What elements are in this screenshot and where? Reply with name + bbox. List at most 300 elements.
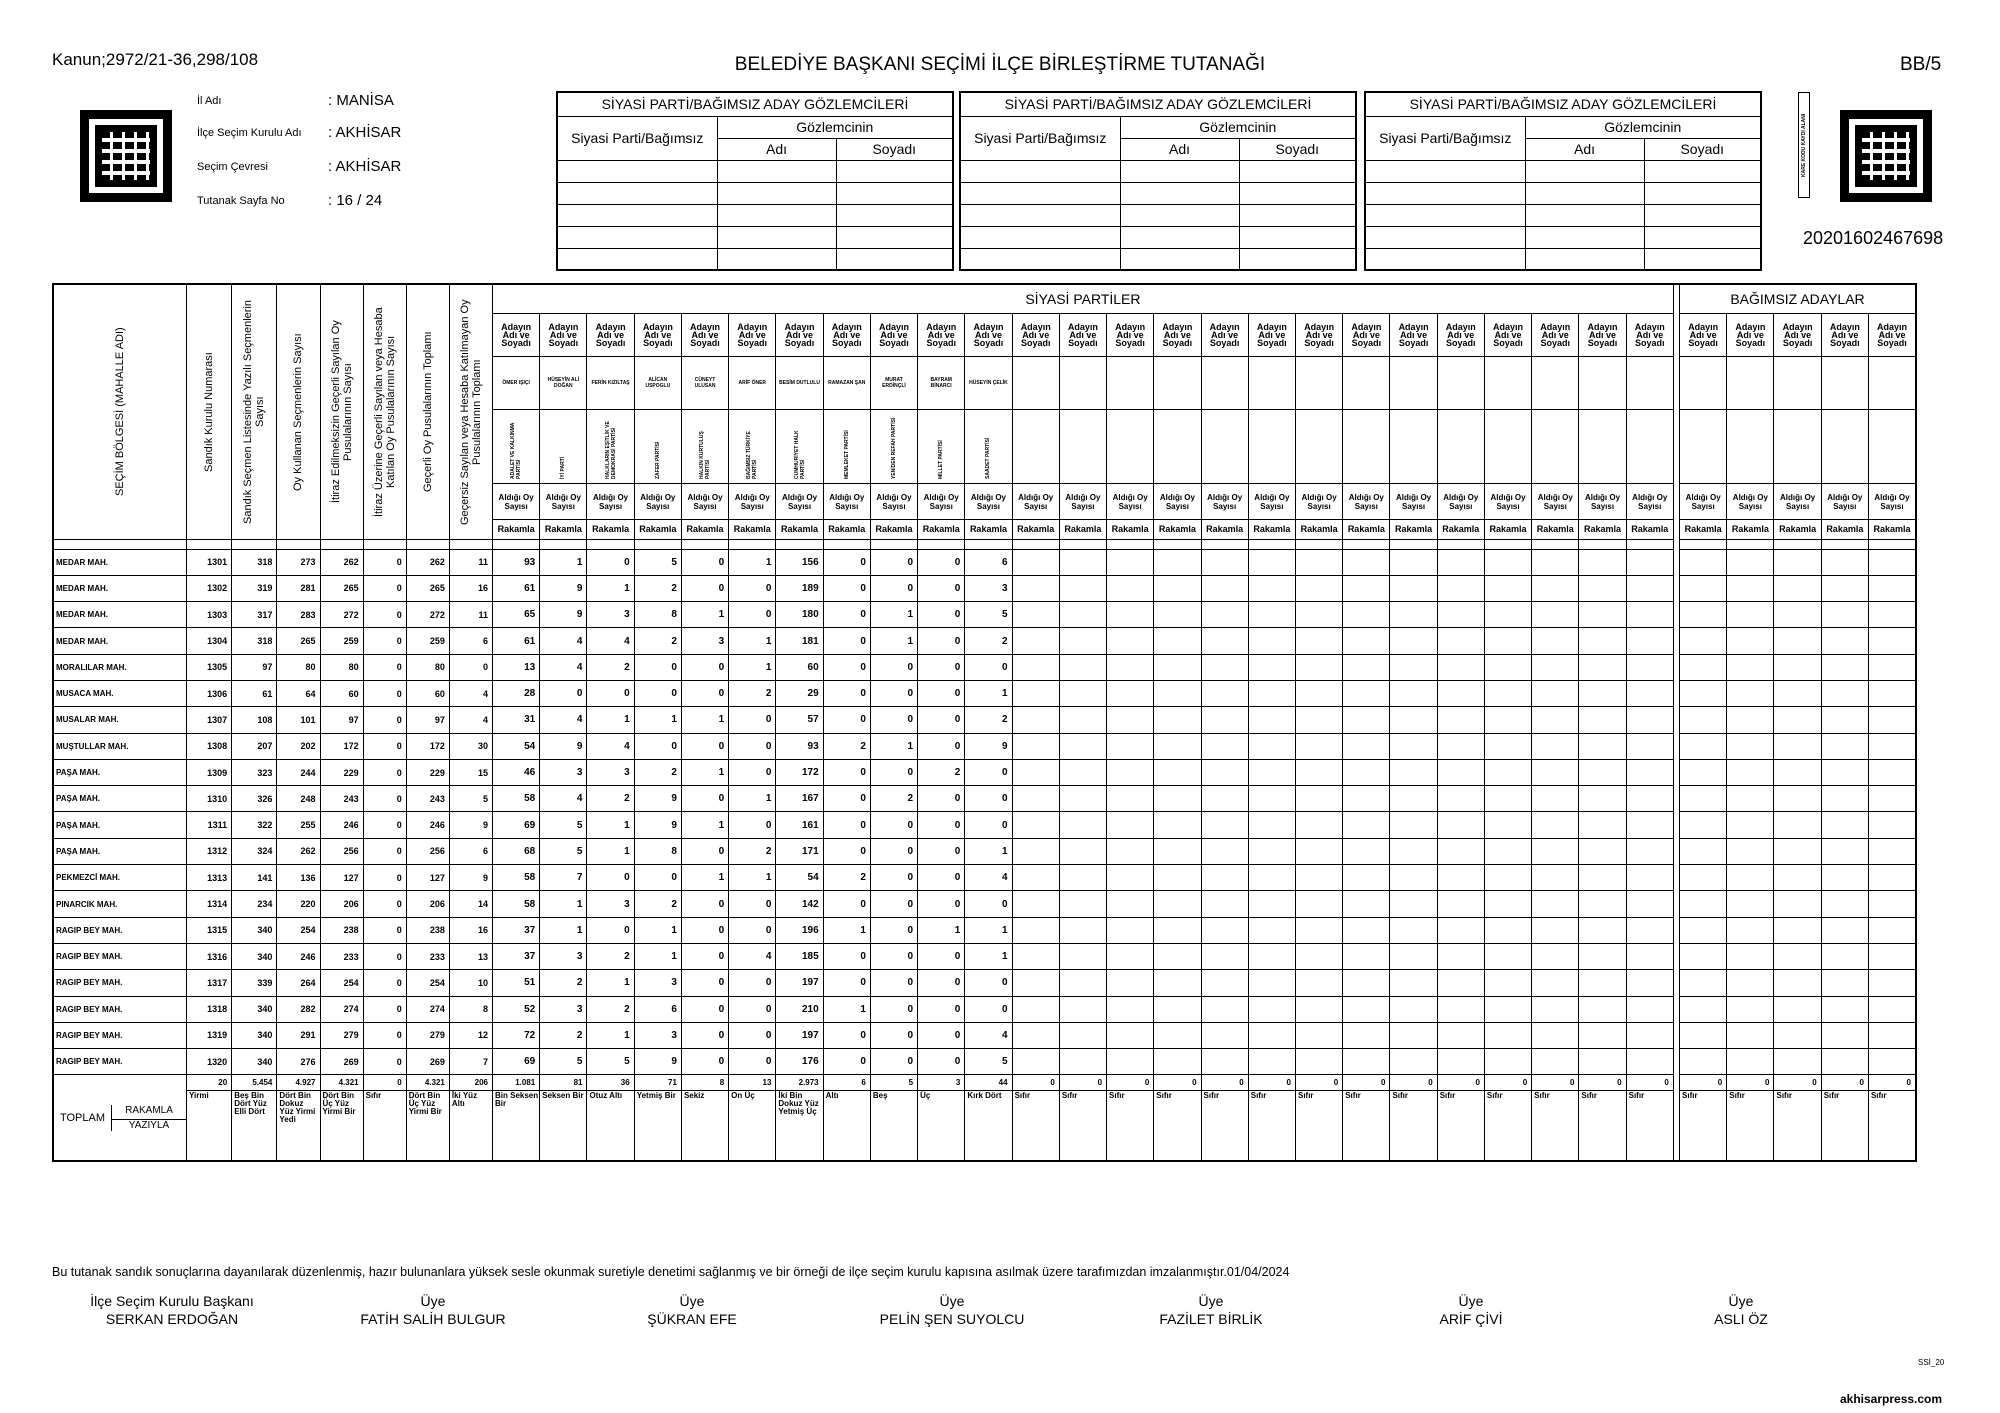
cell-obj: 0: [363, 602, 406, 628]
spacer-cell: [1012, 539, 1059, 549]
vote-cell: [1532, 628, 1579, 654]
vote-cell: [1437, 602, 1484, 628]
vote-cell: 0: [918, 654, 965, 680]
total-word: Beş Bin Dört Yüz Elli Dört: [232, 1091, 277, 1161]
vote-cell: [1059, 786, 1106, 812]
vote-cell: [1248, 812, 1295, 838]
vote-cell: [1248, 654, 1295, 680]
vote-cell: 4: [587, 733, 634, 759]
vote-cell: [1484, 575, 1531, 601]
vote-cell: [1437, 917, 1484, 943]
total-digit: 5.454: [232, 1075, 277, 1091]
cell-inv: 12: [449, 1022, 492, 1048]
form-code: BB/5: [1900, 54, 1942, 75]
table-row: [53, 707, 1916, 733]
vote-cell: [1295, 891, 1342, 917]
cell-vtot: 269: [406, 1049, 449, 1075]
observer-row: [960, 248, 1356, 270]
vote-cell: [1437, 733, 1484, 759]
vote-cell: [1579, 996, 1626, 1022]
vote-cell: [1059, 602, 1106, 628]
vote-cell: [1484, 549, 1531, 575]
cell-valid: 279: [320, 1022, 363, 1048]
independent-vote-cell: [1868, 575, 1916, 601]
candidate-name-header: Adayın Adı ve Soyadı: [1012, 314, 1059, 357]
cell-vtot: 265: [406, 575, 449, 601]
vote-cell: [1012, 786, 1059, 812]
candidate-name-cell: [1868, 356, 1916, 409]
observer-cell: [1239, 160, 1356, 182]
independent-total-zero: 0: [1680, 1075, 1727, 1091]
signature-name: FAZİLET BİRLİK: [1159, 1311, 1263, 1327]
vote-cell: [1248, 838, 1295, 864]
observer-cell: [836, 182, 953, 204]
vote-cell: [1626, 1022, 1673, 1048]
votes-header: Aldığı Oy Sayısı: [918, 484, 965, 520]
cell-no: 1316: [187, 943, 232, 969]
spacer-cell: [1774, 539, 1821, 549]
vote-cell: 0: [634, 680, 681, 706]
candidate-name-header: Adayın Adı ve Soyadı: [1295, 314, 1342, 357]
cell-voted: 136: [277, 865, 320, 891]
vote-cell: [1107, 628, 1154, 654]
independent-vote-cell: [1680, 549, 1727, 575]
vote-cell: 172: [776, 759, 823, 785]
cell-reg: 340: [232, 943, 277, 969]
vote-cell: [1201, 1022, 1248, 1048]
rakamla-header: Rakamla: [540, 520, 587, 539]
candidate-name-cell: [587, 356, 634, 409]
vote-cell: [1201, 549, 1248, 575]
vote-cell: [1012, 654, 1059, 680]
candidate-name-cell: [1012, 356, 1059, 409]
cell-inv: 16: [449, 917, 492, 943]
table-row: [53, 891, 1916, 917]
party-col-header: Siyasi Parti/Bağımsız: [557, 116, 717, 160]
vote-cell: [1201, 812, 1248, 838]
region-name: RAGIP BEY MAH.: [53, 1049, 187, 1075]
rakamla-header: Rakamla: [1868, 520, 1916, 539]
observer-cell: [1525, 248, 1644, 270]
spacer-cell: [1437, 539, 1484, 549]
vote-cell: [1626, 733, 1673, 759]
votes-header: Aldığı Oy Sayısı: [965, 484, 1012, 520]
total-digit: 8: [681, 1075, 728, 1091]
vote-cell: [1295, 549, 1342, 575]
vote-cell: [1579, 1022, 1626, 1048]
vote-cell: [1437, 812, 1484, 838]
cell-voted: 291: [277, 1022, 320, 1048]
candidate-name: CÜNEYT ULUSAN: [694, 376, 716, 389]
vote-cell: 0: [918, 707, 965, 733]
independent-total-zero: 0: [1821, 1075, 1868, 1091]
votes-header: Aldığı Oy Sayısı: [1437, 484, 1484, 520]
candidate-name-header: Adayın Adı ve Soyadı: [540, 314, 587, 357]
vote-cell: 0: [823, 1022, 870, 1048]
independent-vote-cell: [1868, 707, 1916, 733]
candidate-name-cell: [1484, 356, 1531, 409]
vote-cell: [1579, 680, 1626, 706]
total-digit-zero: 0: [1154, 1075, 1201, 1091]
vote-cell: [1201, 628, 1248, 654]
vote-cell: [1626, 759, 1673, 785]
votes-header: Aldığı Oy Sayısı: [1774, 484, 1821, 520]
independent-vote-cell: [1774, 838, 1821, 864]
vote-cell: [1107, 575, 1154, 601]
cell-no: 1313: [187, 865, 232, 891]
observer-cell: [1120, 204, 1239, 226]
observer-cell: [557, 226, 717, 248]
vote-cell: 0: [729, 575, 776, 601]
cell-vtot: 206: [406, 891, 449, 917]
candidate-name-header: Adayın Adı ve Soyadı: [776, 314, 823, 357]
vote-cell: 0: [681, 733, 728, 759]
vote-cell: 0: [870, 1022, 917, 1048]
objected-header: [363, 284, 406, 539]
party-name-cell: [1201, 409, 1248, 483]
cell-obj: 0: [363, 1049, 406, 1075]
vote-cell: 0: [870, 996, 917, 1022]
cell-reg: 326: [232, 786, 277, 812]
vote-cell: 1: [965, 943, 1012, 969]
independent-total-word: Sıfır: [1774, 1091, 1821, 1161]
spacer-cell: [870, 539, 917, 549]
info-value: : AKHİSAR: [328, 124, 402, 141]
spacer-cell: [729, 539, 776, 549]
vote-cell: [1059, 654, 1106, 680]
vote-cell: 5: [540, 838, 587, 864]
totals-label: TOPLAM: [54, 1105, 112, 1131]
candidate-name-cell: [1390, 356, 1437, 409]
valid-ballots-header-text: İtiraz Edilmeksizin Geçerli Sayılan Oy Pusulalarının Sayısı: [329, 320, 354, 504]
signature-block: [592, 1292, 792, 1328]
vote-cell: [1248, 575, 1295, 601]
independent-vote-cell: [1868, 865, 1916, 891]
vote-cell: 0: [870, 865, 917, 891]
cell-voted: 262: [277, 838, 320, 864]
vote-cell: [1248, 759, 1295, 785]
vote-cell: [1437, 891, 1484, 917]
vote-cell: [1248, 602, 1295, 628]
vote-cell: 0: [587, 865, 634, 891]
independent-vote-cell: [1727, 943, 1774, 969]
vote-cell: [1154, 996, 1201, 1022]
party-name-cell: [493, 409, 540, 483]
vote-cell: [1343, 891, 1390, 917]
cell-obj: 0: [363, 1022, 406, 1048]
region-name: MEDAR MAH.: [53, 549, 187, 575]
total-digit-zero: 0: [1626, 1075, 1673, 1091]
total-word: Sıfır: [363, 1091, 406, 1161]
cell-vtot: 256: [406, 838, 449, 864]
rakamla-header: Rakamla: [1626, 520, 1673, 539]
votes-header: Aldığı Oy Sayısı: [493, 484, 540, 520]
vote-cell: [1012, 970, 1059, 996]
cell-valid: 272: [320, 602, 363, 628]
independent-vote-cell: [1868, 602, 1916, 628]
vote-cell: [1484, 917, 1531, 943]
cell-reg: 340: [232, 917, 277, 943]
vote-cell: 0: [681, 943, 728, 969]
vote-cell: 61: [493, 628, 540, 654]
cell-obj: 0: [363, 996, 406, 1022]
valid-total-header-text: Geçerli Oy Pusulalarının Toplamı: [421, 331, 434, 493]
candidate-name-cell: [1680, 356, 1727, 409]
vote-cell: [1484, 786, 1531, 812]
independent-vote-cell: [1774, 1022, 1821, 1048]
rakamla-header: Rakamla: [1343, 520, 1390, 539]
candidate-name-cell: [540, 356, 587, 409]
vote-cell: [1059, 996, 1106, 1022]
vote-cell: 0: [681, 1049, 728, 1075]
party-col-header: Siyasi Parti/Bağımsız: [960, 116, 1120, 160]
vote-cell: [1012, 838, 1059, 864]
vote-cell: [1390, 812, 1437, 838]
observer-row: [960, 182, 1356, 204]
vote-cell: [1059, 707, 1106, 733]
region-name: MEDAR MAH.: [53, 575, 187, 601]
party-name: İYİ PARTİ: [560, 456, 567, 479]
cell-obj: 0: [363, 838, 406, 864]
vote-cell: [1295, 733, 1342, 759]
vote-cell: 3: [540, 996, 587, 1022]
cell-voted: 264: [277, 970, 320, 996]
candidate-name: MURAT ERDİNÇLİ: [882, 376, 906, 389]
vote-cell: [1626, 970, 1673, 996]
invalid-total-header-text: Geçersiz Sayılan veya Hesaba Katılmayan Oy Pusulalarının Toplamı: [458, 298, 483, 525]
vote-cell: 0: [823, 628, 870, 654]
vote-cell: 189: [776, 575, 823, 601]
candidate-name: RAMAZAN ŞAN: [828, 379, 866, 386]
vote-cell: 52: [493, 996, 540, 1022]
vote-cell: [1484, 996, 1531, 1022]
vote-cell: 171: [776, 838, 823, 864]
vote-cell: 0: [823, 707, 870, 733]
vote-cell: [1154, 575, 1201, 601]
vote-cell: 58: [493, 891, 540, 917]
rakamla-header: Rakamla: [681, 520, 728, 539]
vote-cell: [1012, 943, 1059, 969]
region-name: PAŞA MAH.: [53, 812, 187, 838]
observers-table: [556, 91, 954, 271]
vote-cell: 0: [918, 943, 965, 969]
vote-cell: [1532, 654, 1579, 680]
candidate-name-cell: [776, 356, 823, 409]
independent-vote-cell: [1774, 1049, 1821, 1075]
spacer-cell: [587, 539, 634, 549]
vote-cell: 1: [681, 865, 728, 891]
cell-vtot: 233: [406, 943, 449, 969]
rakamla-header: Rakamla: [1437, 520, 1484, 539]
spacer-cell: [776, 539, 823, 549]
vote-cell: 0: [823, 943, 870, 969]
vote-cell: [1012, 865, 1059, 891]
registered-header: [232, 284, 277, 539]
table-row: [53, 1049, 1916, 1075]
vote-cell: [1248, 707, 1295, 733]
rakamla-header: Rakamla: [1201, 520, 1248, 539]
observer-cell: [717, 248, 836, 270]
rakamla-header: Rakamla: [776, 520, 823, 539]
vote-cell: 3: [587, 602, 634, 628]
independent-vote-cell: [1821, 865, 1868, 891]
total-word: Beş: [870, 1091, 917, 1161]
observer-cell: [557, 248, 717, 270]
vote-cell: 1: [965, 838, 1012, 864]
votes-header: Aldığı Oy Sayısı: [776, 484, 823, 520]
total-digit: 0: [363, 1075, 406, 1091]
spacer-cell: [1295, 539, 1342, 549]
total-word-zero: Sıfır: [1343, 1091, 1390, 1161]
vote-cell: [1012, 549, 1059, 575]
vote-cell: 1: [587, 707, 634, 733]
vote-cell: 181: [776, 628, 823, 654]
spacer-cell: [965, 539, 1012, 549]
cell-inv: 10: [449, 970, 492, 996]
vote-cell: [1390, 575, 1437, 601]
cell-valid: 269: [320, 1049, 363, 1075]
vote-cell: [1154, 838, 1201, 864]
vote-cell: 1: [681, 759, 728, 785]
cell-valid: 262: [320, 549, 363, 575]
cell-voted: 281: [277, 575, 320, 601]
cell-obj: 0: [363, 759, 406, 785]
vote-cell: [1437, 996, 1484, 1022]
independent-vote-cell: [1774, 812, 1821, 838]
candidate-name-header: Adayın Adı ve Soyadı: [1727, 314, 1774, 357]
vote-cell: [1154, 970, 1201, 996]
vote-cell: 2: [870, 786, 917, 812]
cell-no: 1307: [187, 707, 232, 733]
vote-cell: [1579, 602, 1626, 628]
vote-cell: [1626, 549, 1673, 575]
vote-cell: [1154, 917, 1201, 943]
total-word: Dört Bin Üç Yüz Yirmi Bir: [320, 1091, 363, 1161]
independent-vote-cell: [1821, 759, 1868, 785]
watermark: akhisarpress.com: [1840, 1392, 1943, 1406]
vote-cell: [1012, 759, 1059, 785]
vote-cell: [1579, 1049, 1626, 1075]
independent-vote-cell: [1727, 654, 1774, 680]
spacer-cell: [1059, 539, 1106, 549]
cell-inv: 0: [449, 654, 492, 680]
cell-vtot: 229: [406, 759, 449, 785]
total-digit: 36: [587, 1075, 634, 1091]
vote-cell: [1437, 549, 1484, 575]
independent-vote-cell: [1680, 1049, 1727, 1075]
independent-vote-cell: [1680, 733, 1727, 759]
total-word-zero: Sıfır: [1012, 1091, 1059, 1161]
candidate-name-cell: [1059, 356, 1106, 409]
vote-cell: 0: [965, 970, 1012, 996]
vote-cell: 0: [587, 917, 634, 943]
vote-cell: [1390, 628, 1437, 654]
vote-cell: 0: [870, 838, 917, 864]
voted-header-text: Oy Kullanan Seçmenlerin Sayısı: [292, 332, 305, 491]
vote-cell: [1295, 1022, 1342, 1048]
vote-cell: 0: [729, 812, 776, 838]
cell-vtot: 246: [406, 812, 449, 838]
spacer-cell: [1680, 539, 1727, 549]
vote-cell: 2: [540, 1022, 587, 1048]
vote-cell: 0: [870, 1049, 917, 1075]
party-name-cell: [587, 409, 634, 483]
vote-cell: [1343, 812, 1390, 838]
cell-valid: 243: [320, 786, 363, 812]
total-word-zero: Sıfır: [1390, 1091, 1437, 1161]
vote-cell: 2: [729, 680, 776, 706]
independent-total-word: Sıfır: [1727, 1091, 1774, 1161]
region-name: MUŞTULLAR MAH.: [53, 733, 187, 759]
vote-cell: 0: [681, 970, 728, 996]
observer-cell: [1239, 226, 1356, 248]
vote-cell: 8: [634, 838, 681, 864]
total-word: Seksen Bir: [540, 1091, 587, 1161]
total-digit-zero: 0: [1107, 1075, 1154, 1091]
independent-vote-cell: [1774, 917, 1821, 943]
total-digit: 4.321: [406, 1075, 449, 1091]
independent-vote-cell: [1774, 786, 1821, 812]
document-title: BELEDİYE BAŞKANI SEÇİMİ İLÇE BİRLEŞTİRME TUTANAĞI: [734, 54, 1266, 75]
cell-vtot: 238: [406, 917, 449, 943]
region-name: MEDAR MAH.: [53, 602, 187, 628]
cell-valid: 246: [320, 812, 363, 838]
rakamla-header: Rakamla: [1680, 520, 1727, 539]
independent-vote-cell: [1774, 628, 1821, 654]
candidate-name-header: Adayın Adı ve Soyadı: [918, 314, 965, 357]
cell-valid: 274: [320, 996, 363, 1022]
vote-cell: [1107, 996, 1154, 1022]
candidate-name-header: Adayın Adı ve Soyadı: [1201, 314, 1248, 357]
independent-vote-cell: [1680, 575, 1727, 601]
vote-cell: [1201, 786, 1248, 812]
vote-cell: [1107, 759, 1154, 785]
observers-table: [959, 91, 1357, 271]
vote-cell: [1437, 838, 1484, 864]
independent-vote-cell: [1727, 996, 1774, 1022]
vote-cell: [1579, 575, 1626, 601]
vote-cell: [1532, 602, 1579, 628]
table-row: [53, 786, 1916, 812]
cell-vtot: 274: [406, 996, 449, 1022]
cell-vtot: 279: [406, 1022, 449, 1048]
vote-cell: 6: [634, 996, 681, 1022]
independent-vote-cell: [1680, 602, 1727, 628]
votes-header: Aldığı Oy Sayısı: [1201, 484, 1248, 520]
cell-reg: 340: [232, 1022, 277, 1048]
independent-vote-cell: [1868, 838, 1916, 864]
independent-vote-cell: [1821, 1022, 1868, 1048]
vote-cell: [1295, 628, 1342, 654]
vote-cell: [1437, 654, 1484, 680]
vote-cell: [1437, 786, 1484, 812]
observer-cell: [1120, 160, 1239, 182]
candidate-name-cell: [1154, 356, 1201, 409]
barcode-number: 20201602467698: [1803, 228, 1944, 248]
vote-cell: 0: [729, 917, 776, 943]
vote-cell: 4: [965, 1022, 1012, 1048]
observers-title: SİYASİ PARTİ/BAĞIMSIZ ADAY GÖZLEMCİLERİ: [960, 92, 1356, 116]
observer-cell: [960, 204, 1120, 226]
votes-header: Aldığı Oy Sayısı: [1295, 484, 1342, 520]
party-name-cell: [1680, 409, 1727, 483]
vote-cell: 0: [870, 759, 917, 785]
total-word: İki Bin Dokuz Yüz Yetmiş Üç: [776, 1091, 823, 1161]
vote-cell: [1295, 786, 1342, 812]
cell-inv: 6: [449, 628, 492, 654]
vote-cell: [1437, 865, 1484, 891]
vote-cell: 72: [493, 1022, 540, 1048]
